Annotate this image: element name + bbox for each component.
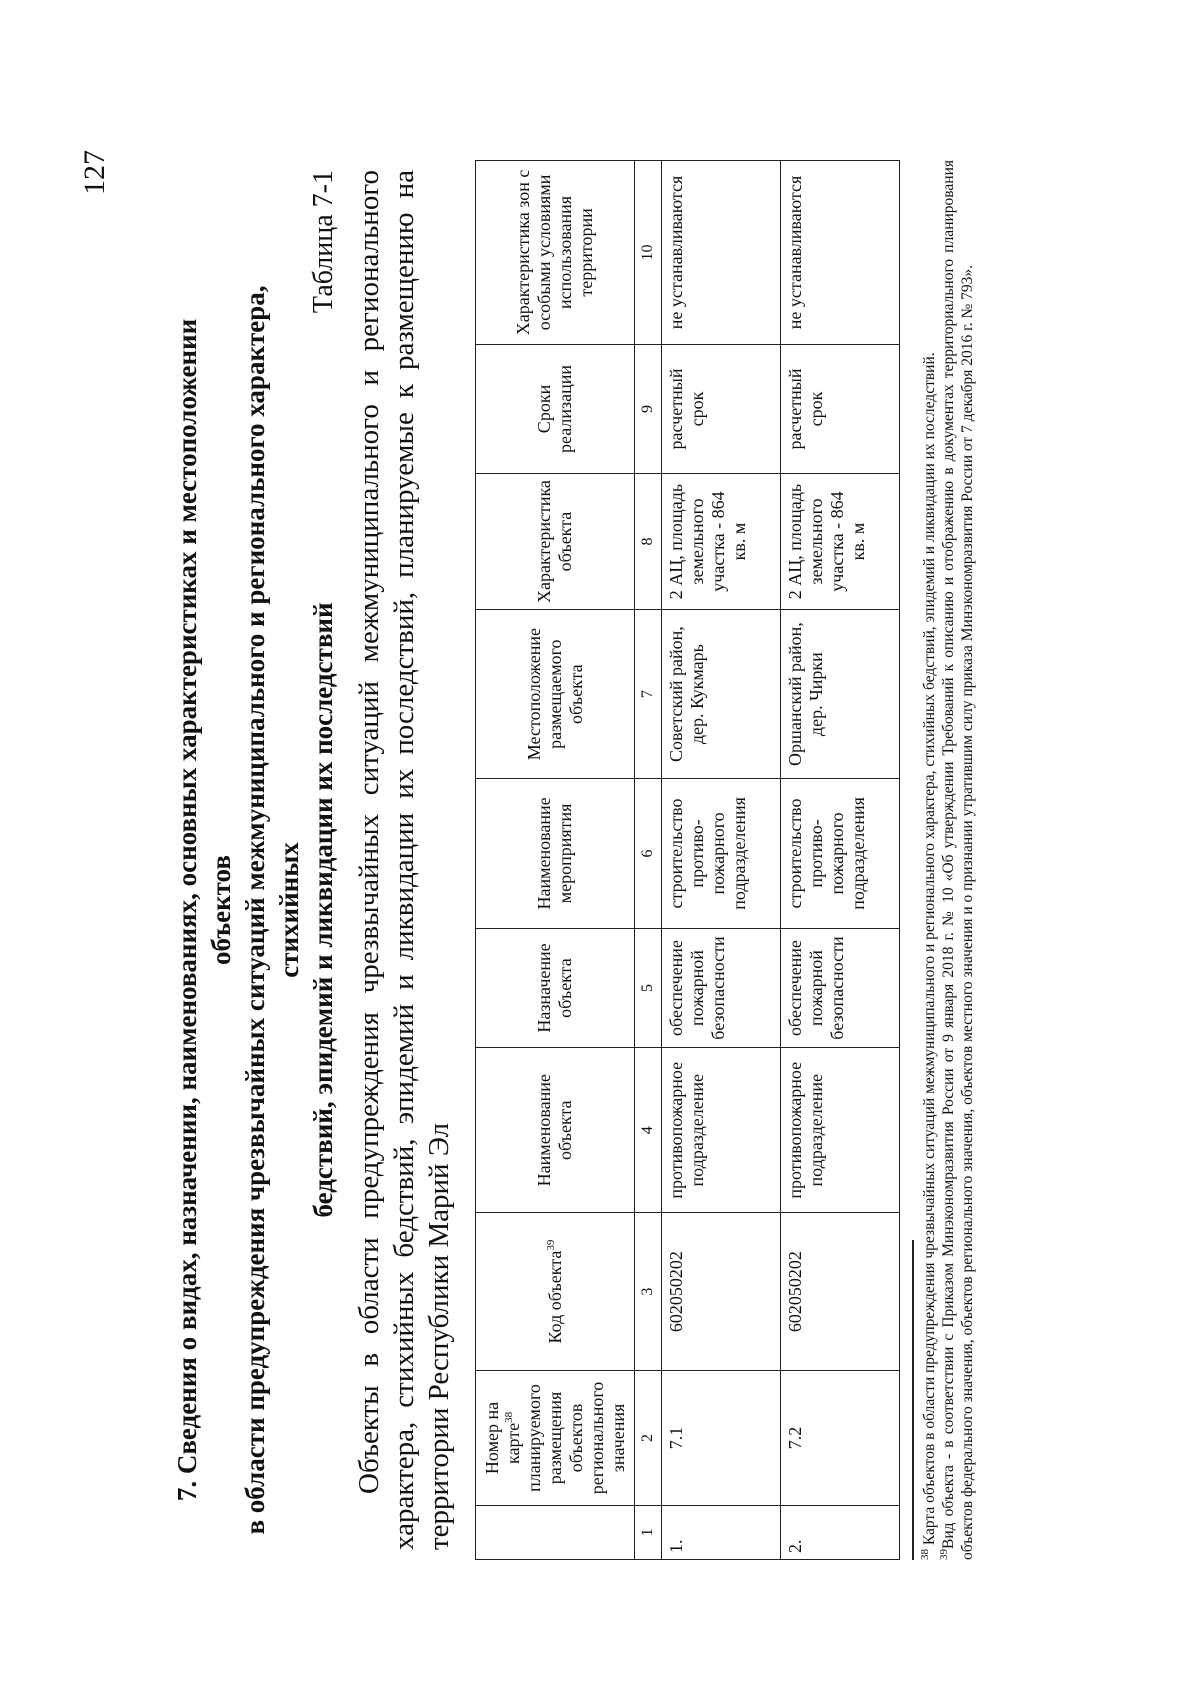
table-row xyxy=(781,161,900,1560)
column-number: 5 xyxy=(635,928,662,1048)
row-location: Оршанский район, дер. Чирки xyxy=(781,610,900,779)
footnote-39: $^{39}$Вид объекта - в соответствии с Приказом Минэкономразвития России от 9 января 2018 г. № 10 «Об утверждении Требований к описанию и отображению в документах территориального планирования объектов федерального значения, объектов регионального значения, объектов местного значения и о признании утратившим силу приказа Минэкономразвития России от 7 декабря 2016 г. № 793». xyxy=(937,160,976,1560)
table-heading xyxy=(352,170,457,1550)
header-zones: Характеристика зон с особыми условиями использования территории xyxy=(476,161,635,345)
row-map-number: 7.2 xyxy=(781,1371,900,1506)
column-number: 4 xyxy=(635,1048,662,1213)
column-number-row xyxy=(635,161,662,1560)
header-object-name: Наименование объекта xyxy=(476,1048,635,1213)
row-index: 1. xyxy=(662,1505,781,1559)
column-number: 3 xyxy=(635,1213,662,1371)
row-map-number: 7.1 xyxy=(662,1371,781,1506)
footnote-divider xyxy=(912,1240,914,1560)
row-object-purpose: обеспечение пожарной безопасности xyxy=(662,928,781,1048)
header-location: Местоположение размещаемого объекта xyxy=(476,610,635,779)
header-characteristic: Характеристика объекта xyxy=(476,474,635,610)
header-term: Сроки реализации xyxy=(476,344,635,473)
table-header-row xyxy=(476,161,635,1560)
row-object-code: 602050202 xyxy=(781,1213,900,1371)
objects-table xyxy=(475,160,900,1560)
table-row xyxy=(662,161,781,1560)
section-title-line-3: бедствий, эпидемий и ликвидации их последствий xyxy=(308,602,338,1218)
header-index xyxy=(476,1505,635,1559)
header-measure-name: Наименование мероприятия xyxy=(476,779,635,928)
table-caption: Таблица 7-1 xyxy=(308,170,339,314)
row-location: Советский район, дер. Кукмарь xyxy=(662,610,781,779)
section-title xyxy=(170,280,340,1540)
footnote-38: $^{38}$ Карта объектов в области предупреждения чрезвычайных ситуаций межмуниципального и регионального характера, стихийных бедствий, эпидемий и ликвидации их последствий. xyxy=(918,352,938,1560)
row-zones: не устанавливаются xyxy=(662,161,781,345)
column-number: 10 xyxy=(635,161,662,345)
row-zones: не устанавливаются xyxy=(781,161,900,345)
section-title-line-1: 7. Сведения о видах, назначении, наименованиях, основных характеристиках и местоположении объектов xyxy=(172,318,236,1502)
column-number: 7 xyxy=(635,610,662,779)
footnotes xyxy=(920,160,977,1560)
column-number: 6 xyxy=(635,779,662,928)
row-measure: строительство противо-пожарного подразделения xyxy=(781,779,900,928)
row-object-name: противопожарное подразделение xyxy=(781,1048,900,1213)
table-heading-text: Объекты в области предупреждения чрезвычайных ситуаций межмуниципального и регионального характера, стихийных бедствий, эпидемий и ликвидации их последствий, планируемые к размещению на территории Республики Марий Эл xyxy=(353,170,455,1550)
rotated-page-content xyxy=(40,90,1160,1670)
row-characteristic: 2 АЦ, площадь земельного участка - 864 кв. м xyxy=(662,474,781,610)
row-measure: строительство противо-пожарного подразделения xyxy=(662,779,781,928)
column-number: 1 xyxy=(635,1505,662,1559)
column-number: 9 xyxy=(635,344,662,473)
row-object-name: противопожарное подразделение xyxy=(662,1048,781,1213)
section-title-line-2: в области предупреждения чрезвычайных ситуаций межмуниципального и регионального характера, стихийных xyxy=(240,285,304,1535)
header-object-code: Код объекта$^{39}$ xyxy=(476,1213,635,1371)
row-index: 2. xyxy=(781,1505,900,1559)
row-characteristic: 2 АЦ, площадь земельного участка - 864 кв. м xyxy=(781,474,900,610)
row-object-purpose: обеспечение пожарной безопасности xyxy=(781,928,900,1048)
header-map-number: Номер на карте$^{38}$ планируемого размещения объектов регионального значения xyxy=(476,1371,635,1506)
column-number: 8 xyxy=(635,474,662,610)
row-object-code: 602050202 xyxy=(662,1213,781,1371)
page-number: 127 xyxy=(78,150,111,195)
column-number: 2 xyxy=(635,1371,662,1506)
header-object-purpose: Назначение объекта xyxy=(476,928,635,1048)
row-term: расчетный срок xyxy=(662,344,781,473)
row-term: расчетный срок xyxy=(781,344,900,473)
